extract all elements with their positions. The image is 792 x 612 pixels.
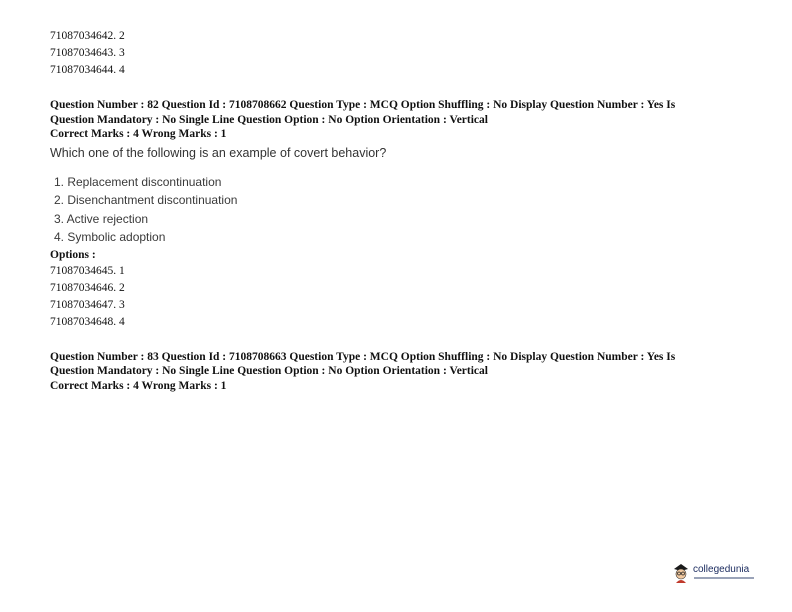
answer-choices	[54, 173, 750, 247]
answer-choice: 2. Disenchantment discontinuation	[54, 193, 238, 207]
option-id-list	[50, 263, 750, 331]
answer-choice: 4. Symbolic adoption	[54, 230, 166, 244]
option-id-line: 71087034644. 4	[50, 64, 125, 76]
question-header: Question Number : 82 Question Id : 7108708662 Question Type : MCQ Option Shuffling : No Display Question Number : Yes Is	[50, 99, 676, 111]
logo-wordmark: collegedunia	[693, 564, 750, 575]
question-marks: Correct Marks : 4 Wrong Marks : 1	[50, 128, 227, 140]
question-header: Question Mandatory : No Single Line Question Option : No Option Orientation : Vertical	[50, 365, 488, 377]
question-text: Which one of the following is an example of covert behavior?	[50, 145, 387, 160]
document-page	[50, 28, 750, 393]
option-id-line: 71087034643. 3	[50, 47, 125, 59]
options-label: Options :	[50, 248, 96, 261]
logo-tagline	[694, 577, 754, 579]
previous-question-options	[50, 28, 750, 79]
collegedunia-mascot-icon	[672, 562, 690, 584]
question-83-block	[50, 350, 750, 394]
option-id-line: 71087034648. 4	[50, 315, 125, 328]
question-header: Question Mandatory : No Single Line Question Option : No Option Orientation : Vertical	[50, 113, 488, 126]
question-marks: Correct Marks : 4 Wrong Marks : 1	[50, 379, 227, 392]
collegedunia-logo	[672, 560, 762, 586]
option-id-line: 71087034646. 2	[50, 281, 125, 294]
option-id-line: 71087034642. 2	[50, 30, 125, 42]
answer-choice: 1. Replacement discontinuation	[54, 174, 222, 189]
question-header: Question Number : 83 Question Id : 7108708663 Question Type : MCQ Option Shuffling : No Display Question Number : Yes Is	[50, 350, 676, 363]
question-82-block	[50, 98, 750, 331]
answer-choice: 3. Active rejection	[54, 211, 149, 226]
option-id-line: 71087034647. 3	[50, 298, 125, 311]
option-id-line: 71087034645. 1	[50, 264, 125, 277]
